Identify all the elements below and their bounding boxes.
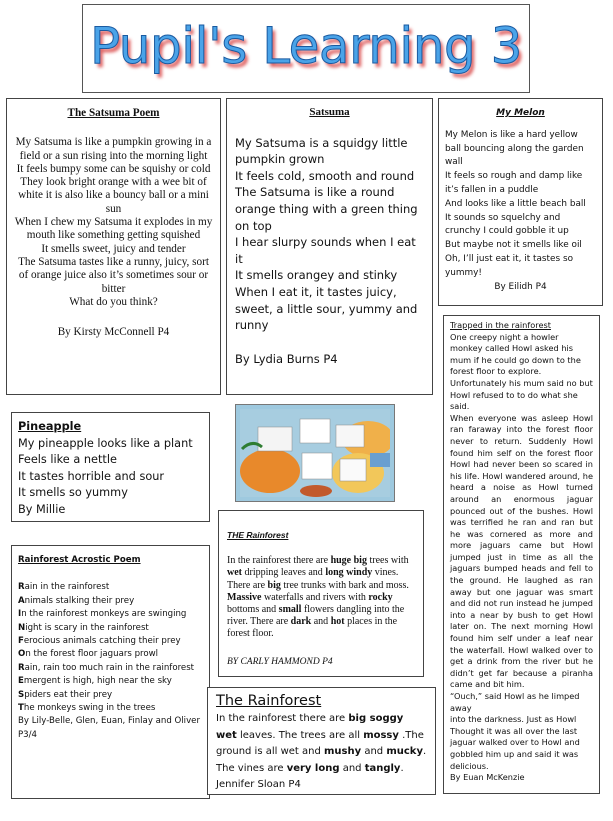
poem-line: It tastes horrible and sour <box>18 469 165 483</box>
poem-line: It feels bumpy some can be squishy or cold <box>16 162 211 175</box>
poem-line: I hear slurpy sounds when I eat it <box>235 235 416 266</box>
poem-line: They look bright orange with a wee bit of white it is also like a bouncy ball or a mini sun <box>18 176 209 215</box>
page-title: Pupil's Learning 3 <box>90 17 522 75</box>
acrostic-line <box>18 648 203 661</box>
acrostic-line <box>18 622 203 635</box>
satsuma-card <box>226 98 433 395</box>
melon-card <box>438 98 603 306</box>
poem-line: The Satsuma tastes like a runny, juicy, sort of orange juice also it’s sometimes sour or bitter <box>18 255 209 295</box>
story-paragraph: into the darkness. Just as Howl Thought it was all over the last jaguar walked over to Howl and gobbled him up and said it was delicious. <box>450 714 580 771</box>
poem-line: It feels cold, smooth and round <box>235 168 415 183</box>
poem-line: When I eat it, it tastes juicy, sweet, a little sour, yummy and runny <box>235 284 418 333</box>
satsuma-poem-title: The Satsuma Poem <box>67 107 160 119</box>
photo-illustration <box>240 409 390 497</box>
story-card <box>443 315 600 794</box>
poem-line: When I chew my Satsuma it explodes in my mouth like something getting squished <box>14 216 213 242</box>
rainforest-carly-author: BY CARLY HAMMOND P4 <box>227 656 333 667</box>
poem-line: My Satsuma is like a pumpkin growing in a field or a sun rising into the morning light <box>15 136 212 162</box>
photo-frame <box>240 409 390 497</box>
poem-line: My Satsuma is a squidgy little pumpkin grown <box>235 135 408 167</box>
poem-author: By Lydia Burns P4 <box>235 351 338 366</box>
poem-line: And looks like a little beach ball <box>445 198 586 209</box>
poem-line: But maybe not it smells like oil <box>445 240 582 251</box>
poem-line: My Melon is like a hard yellow ball bouncing along the garden wall <box>445 129 584 168</box>
acrostic-letter: I <box>18 609 22 620</box>
acrostic-text: piders eat their prey <box>24 689 113 700</box>
acrostic-letter: N <box>18 622 26 633</box>
classroom-display-photo <box>235 404 395 502</box>
poem-author: By Millie <box>18 502 66 516</box>
acrostic-text: ain, rain too much rain in the rainforest <box>24 662 195 673</box>
acrostic-line <box>18 581 203 594</box>
poem-line: The Satsuma is like a round orange thing with a green thing on top <box>235 185 418 233</box>
rainforest-carly-card <box>218 510 424 677</box>
acrostic-line <box>18 608 203 621</box>
story-paragraph: One creepy night a howler monkey called Howl asked his mum if he could go down to the forest floor to explore. Unfortunately his mum said no but Howl refused to to do what she said. <box>450 331 593 412</box>
title-banner <box>82 4 530 93</box>
rainforest-jennifer-card <box>207 687 436 795</box>
satsuma-poem-card <box>6 98 221 395</box>
acrostic-letter: F <box>18 636 24 647</box>
poem-line: Feels like a nettle <box>18 453 117 467</box>
acrostic-letter: S <box>18 689 25 700</box>
acrostic-text: ight is scary in the rainforest <box>25 622 149 633</box>
pineapple-title: Pineapple <box>18 420 82 433</box>
story-paragraph: When everyone was asleep Howl ran faraway into the forest floor never to return. Suddenly Howl found him self on the forest floor Howl had never been so scared in his life. Howl wandered around, he heard a noise as Howl turned around an enormous jaguar pounced out of the bushes. Howl was terrified he ran and ran but he was cornered as more and more jaguars came but Howl jumped just in time as all the jaguars bumped heads and fell to the ground. He laughed as ran away but one jaguar was smart and did not run instead he jumped into a near by bush to get Howl later on. The next morning Howl found him self under a leaf near the waterfall. Howl walked over to get a drink from the river but he didn’t get far because a piranha came and bit him. <box>450 412 593 690</box>
acrostic-letter: A <box>18 595 25 606</box>
acrostic-line <box>18 595 203 608</box>
acrostic-title: Rainforest Acrostic Poem <box>18 555 141 565</box>
poem-line: It smells so yummy <box>18 486 128 500</box>
story-paragraph: “Ouch,” said Howl as he limped away <box>450 691 580 713</box>
rainforest-carly-text: In the rainforest there are huge big trees with wet dripping leaves and long windy vines. There are big tree trunks with bark and moss. Massive waterfalls and rivers with rocky bottoms and small flowers dangling into the river. There are dark and hot places in the forest floor. <box>227 555 409 640</box>
pineapple-card <box>11 412 210 522</box>
acrostic-line <box>18 675 203 688</box>
acrostic-text: n the forest floor jaguars prowl <box>25 649 159 660</box>
acrostic-line <box>18 662 203 675</box>
poem-line: Oh, I’ll just eat it, it tastes so yummy! <box>445 253 573 278</box>
poem-line: What do you think? <box>69 295 158 308</box>
acrostic-line <box>18 702 203 715</box>
poem-author: By Eilidh P4 <box>494 281 547 292</box>
acrostic-text: n the rainforest monkeys are swinging <box>21 609 187 620</box>
poem-line: It sounds so squelchy and crunchy I could gobble it up <box>445 212 569 237</box>
acrostic-line <box>18 635 203 648</box>
acrostic-text: ain in the rainforest <box>24 582 110 593</box>
poem-line: My pineapple looks like a plant <box>18 436 193 450</box>
acrostic-letter: R <box>18 582 25 593</box>
poem-line: It smells orangey and stinky <box>235 268 398 283</box>
melon-title: My Melon <box>496 108 545 118</box>
poem-author: By Kirsty McConnell P4 <box>57 326 170 339</box>
story-title: Trapped in the rainforest <box>450 320 551 330</box>
story-author: By Euan McKenzie <box>450 772 525 783</box>
acrostic-poem-card <box>11 545 210 799</box>
acrostic-letter: O <box>18 649 26 660</box>
acrostic-line <box>18 689 203 702</box>
acrostic-author: By Lily-Belle, Glen, Euan, Finlay and Oliver P3/4 <box>18 716 200 740</box>
acrostic-text: erocious animals catching their prey <box>23 636 181 647</box>
rainforest-jennifer-title: The Rainforest <box>216 693 322 709</box>
acrostic-text: mergent is high, high near the sky <box>23 676 172 687</box>
satsuma-title: Satsuma <box>309 106 350 118</box>
acrostic-letter: R <box>18 662 25 673</box>
rainforest-jennifer-author: Jennifer Sloan P4 <box>216 779 301 790</box>
poem-line: It smells sweet, juicy and tender <box>41 242 186 255</box>
poem-line: It feels so rough and damp like it’s fallen in a puddle <box>445 171 583 195</box>
acrostic-letter: E <box>18 676 24 687</box>
acrostic-text: he monkeys swing in the trees <box>23 703 156 714</box>
rainforest-carly-title: THE Rainforest <box>227 530 289 540</box>
rainforest-jennifer-text: In the rainforest there are big soggy wet leaves. The trees are all mossy .The ground is all wet and mushy and mucky. The vines are very long and tangly. <box>216 713 427 774</box>
acrostic-letter: T <box>18 703 24 714</box>
acrostic-text: nimals stalking their prey <box>24 595 135 606</box>
